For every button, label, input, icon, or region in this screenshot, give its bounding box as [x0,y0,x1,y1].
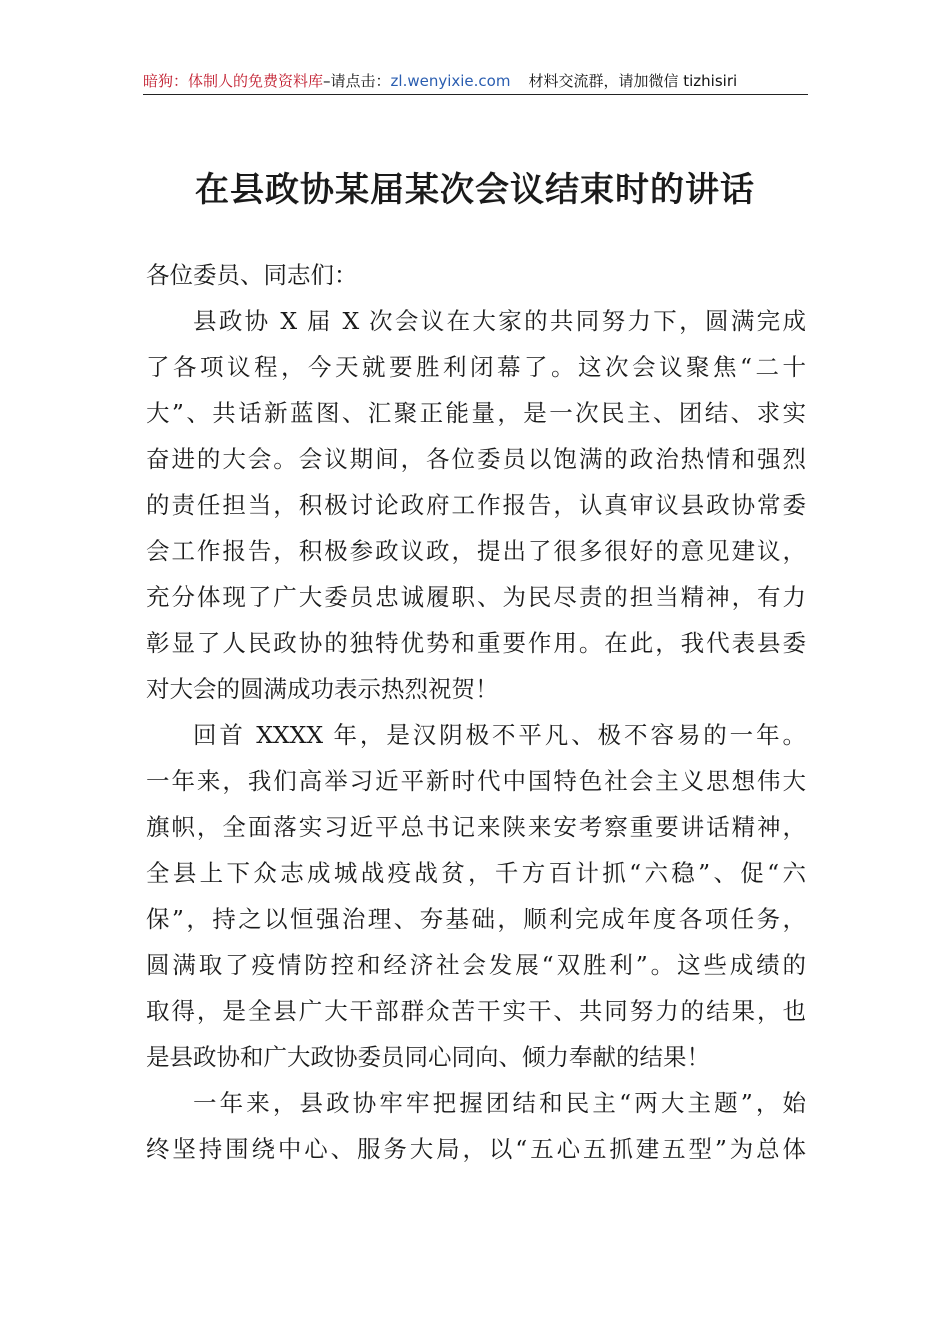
body-line: 对大会的圆满成功表示热烈祝贺！ [146,675,499,703]
header-wechat-note: 材料交流群，请加微信 tizhisiri [528,72,738,90]
body-line: 旗帜，全面落实习近平总书记来陕来安考察重要讲话精神， [146,813,806,841]
header-prompt: –请点击： [323,72,391,90]
header-url-link[interactable]: zl.wenyixie.com [390,72,511,90]
body-line: 保”，持之以恒强治理、夯基础，顺利完成年度各项任务， [146,905,806,933]
body-line: 奋进的大会。会议期间，各位委员以饱满的政治热情和强烈 [146,445,806,473]
body-line: 了各项议程，今天就要胜利闭幕了。这次会议聚焦“二十 [146,353,806,381]
header-banner [143,68,808,95]
body-line: 县政协 X 届 X 次会议在大家的共同努力下，圆满完成 [193,307,806,335]
header-brand[interactable]: 暗狗：体制人的免费资料库 [143,72,324,90]
document-body [146,252,806,1172]
body-line: 回首 XXXX 年，是汉阴极不平凡、极不容易的一年。 [193,721,806,749]
body-line: 彰显了人民政协的独特优势和重要作用。在此，我代表县委 [146,629,806,657]
body-line: 终坚持围绕中心、服务大局，以“五心五抓建五型”为总体 [146,1135,806,1163]
body-line: 全县上下众志成城战疫战贫，千方百计抓“六稳”、促“六 [146,859,806,887]
body-line: 的责任担当，积极讨论政府工作报告，认真审议县政协常委 [146,491,806,519]
body-line: 一年来，我们高举习近平新时代中国特色社会主义思想伟大 [146,767,806,795]
document-title: 在县政协某届某次会议结束时的讲话 [195,170,755,210]
body-line: 是县政协和广大政协委员同心同向、倾力奉献的结果！ [146,1043,710,1071]
salutation: 各位委员、同志们： [146,261,358,289]
body-line: 取得，是全县广大干部群众苦干实干、共同努力的结果，也 [146,997,806,1025]
body-line: 大”、共话新蓝图、汇聚正能量，是一次民主、团结、求实 [146,399,806,427]
body-line: 圆满取了疫情防控和经济社会发展“双胜利”。这些成绩的 [146,951,806,979]
body-line: 会工作报告，积极参政议政，提出了很多很好的意见建议， [146,537,806,565]
body-line: 充分体现了广大委员忠诚履职、为民尽责的担当精神，有力 [146,583,806,611]
body-line: 一年来，县政协牢牢把握团结和民主“两大主题”，始 [193,1089,806,1117]
